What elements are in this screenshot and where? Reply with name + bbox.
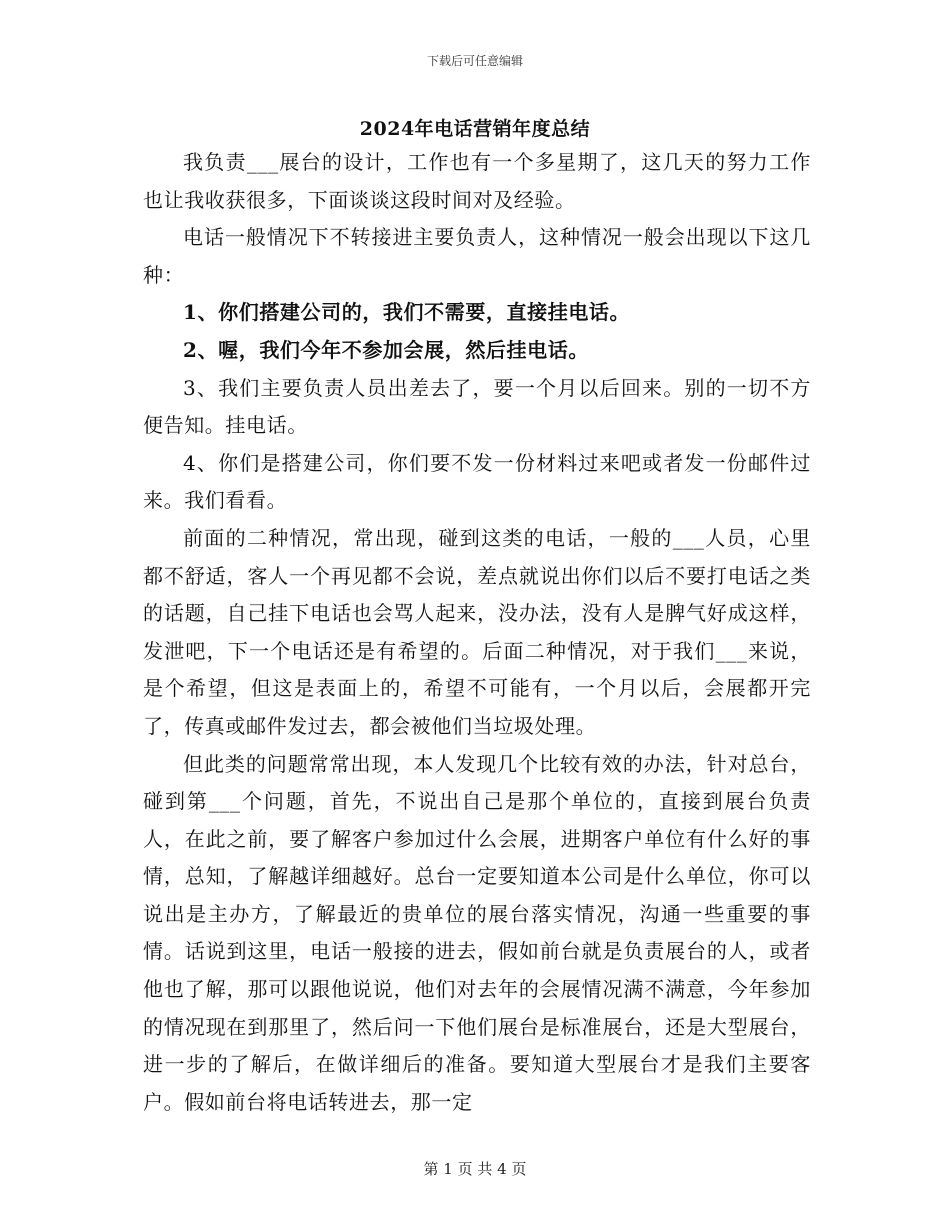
- document-body: [143, 144, 811, 1121]
- document-title: 2024年电话营销年度总结: [359, 118, 591, 140]
- list-item-3: 3、我们主要负责人员出差去了，要一个月以后回来。别的一切不方便告知。挂电话。: [143, 375, 811, 438]
- page-number: 第 1 页 共 4 页: [423, 1160, 527, 1178]
- paragraph-analysis: 前面的二种情况，常出现，碰到这类的电话，一般的___人员，心里都不舒适，客人一个再见都不会说，差点就说出你们以后不要打电话之类的话题，自己挂下电话也会骂人起来，没办法，没有人是脾气好成这样，发泄吧，下一个电话还是有希望的。后面二种情况，对于我们___来说，是个希望，但这是表面上的，希望不可能有，一个月以后，会展都开完了，传真或邮件发过去，都会被他们当垃圾处理。: [143, 525, 811, 738]
- header-note: 下载后可任意编辑: [426, 54, 523, 68]
- paragraph-situations: 电话一般情况下不转接进主要负责人，这种情况一般会出现以下这几种：: [143, 225, 811, 287]
- paragraph-methods: 但此类的问题常常出现，本人发现几个比较有效的办法，针对总台，碰到第___个问题，首先，不说出自己是那个单位的，直接到展台负责人，在此之前，要了解客户参加过什么会展，进期客户单位有什么好的事情，总知，了解越详细越好。总台一定要知道本公司是什么单位，你可以说出是主办方，了解最近的贵单位的展台落实情况，沟通一些重要的事情。话说到这里，电话一般接的进去，假如前台就是负责展台的人，或者他也了解，那可以跟他说说，他们对去年的会展情况满不满意，今年参加的情况现在到那里了，然后问一下他们展台是标准展台，还是大型展台，进一步的了解后，在做详细后的准备。要知道大型展台才是我们主要客户。假如前台将电话转进去，那一定: [143, 751, 811, 1114]
- list-item-2: 2、喔，我们今年不参加会展，然后挂电话。: [183, 337, 589, 362]
- paragraph-intro: 我负责___展台的设计，工作也有一个多星期了，这几天的努力工作也让我收获很多，下面谈谈这段时间对及经验。: [143, 150, 811, 212]
- list-item-1: 1、你们搭建公司的，我们不需要，直接挂电话。: [183, 300, 631, 325]
- list-item-4: 4、你们是搭建公司，你们要不发一份材料过来吧或者发一份邮件过来。我们看看。: [143, 450, 811, 513]
